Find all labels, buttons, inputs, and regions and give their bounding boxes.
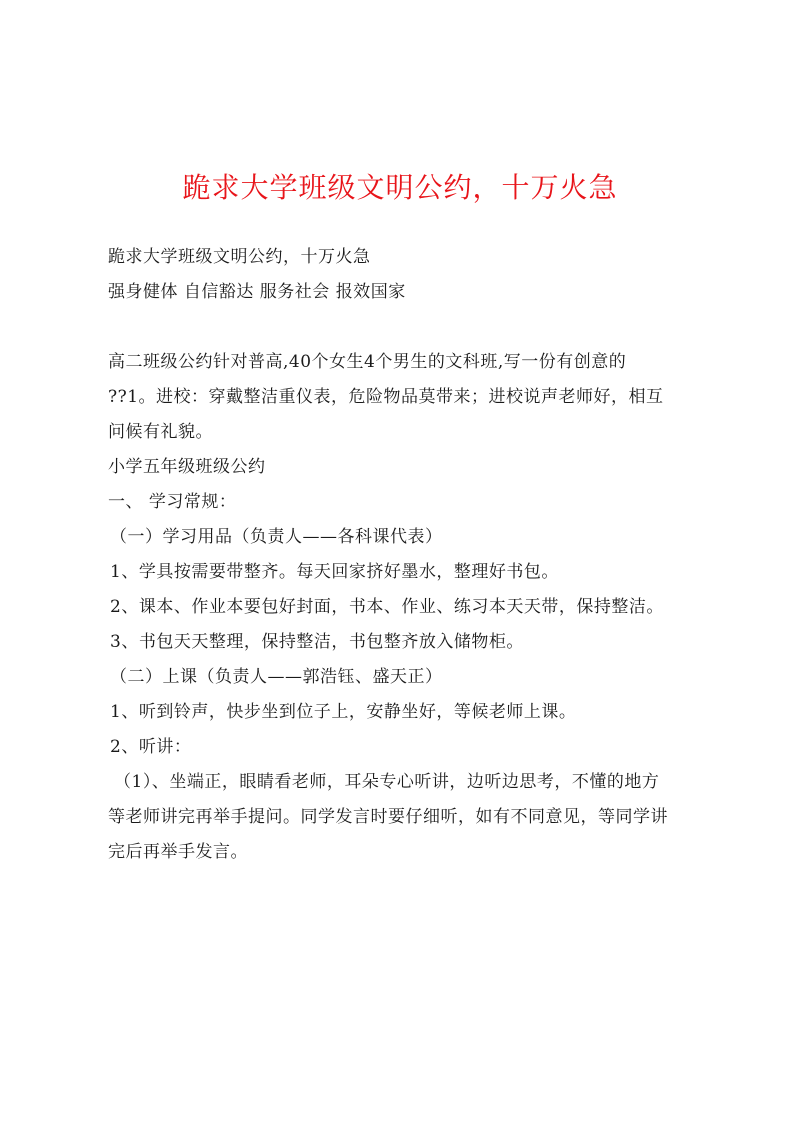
body-line-heading: 小学五年级班级公约: [108, 457, 266, 477]
body-line-motto: 强身健体 自信豁达 服务社会 报效国家: [108, 282, 406, 302]
body-line-intro-2: ??1。进校：穿戴整洁重仪表，危险物品莫带来；进校说声老师好，相互: [108, 387, 664, 407]
body-line-item-2-1: 1、听到铃声，快步坐到位子上，安静坐好，等候老师上课。: [110, 702, 577, 722]
body-line-item-2-2-1b: 等老师讲完再举手提问。同学发言时要仔细听，如有不同意见，等同学讲: [108, 807, 668, 827]
body-line-item-2-2: 2、听讲：: [110, 737, 192, 757]
body-line-section-1: 一、 学习常规：: [108, 492, 237, 512]
body-line-item-1-2: 2、课本、作业本要包好封面，书本、作业、练习本天天带，保持整洁。: [110, 597, 664, 617]
body-line-item-1-3: 3、书包天天整理，保持整洁，书包整齐放入储物柜。: [110, 632, 524, 652]
body-line-intro-3: 问候有礼貌。: [108, 422, 213, 442]
body-line-subsection-1: （一）学习用品（负责人——各科课代表）: [110, 527, 443, 547]
body-line-subtitle: 跪求大学班级文明公约，十万火急: [108, 247, 371, 267]
body-line-item-2-2-1c: 完后再举手发言。: [108, 842, 248, 862]
body-line-subsection-2: （二）上课（负责人——郭浩钰、盛天正）: [110, 667, 443, 687]
body-line-item-2-2-1a: （1）、坐端正，眼睛看老师，耳朵专心听讲，边听边思考，不懂的地方: [114, 772, 660, 792]
document-body: [108, 240, 708, 870]
document-title: 跪求大学班级文明公约，十万火急: [182, 171, 618, 204]
body-line-intro-1: 高二班级公约针对普高,40个女生4个男生的文科班,写一份有创意的: [108, 352, 627, 372]
body-line-item-1-1: 1、学具按需要带整齐。每天回家挤好墨水，整理好书包。: [110, 562, 559, 582]
paragraph-gap: [108, 310, 708, 345]
